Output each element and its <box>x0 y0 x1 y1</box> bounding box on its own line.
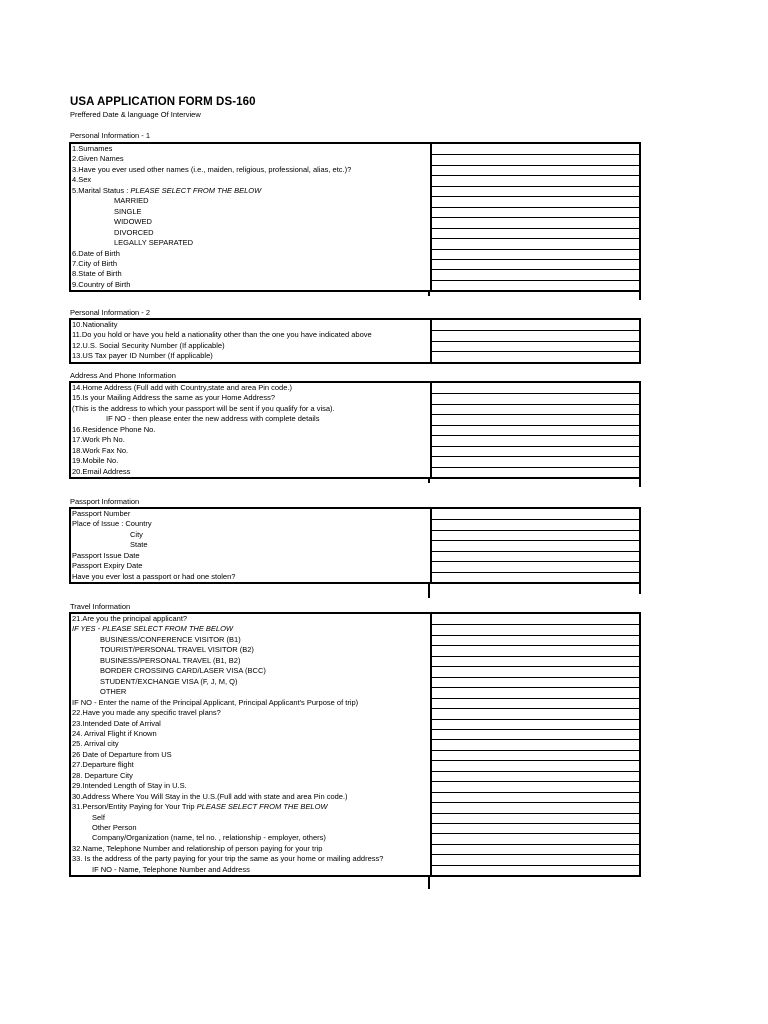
answer-row-line <box>432 238 639 239</box>
instruction-text: PLEASE SELECT FROM THE BELOW <box>196 802 328 812</box>
instruction-text: PLEASE SELECT FROM THE BELOW <box>130 185 262 195</box>
column-tick-left <box>428 584 430 598</box>
form-field-label <box>114 238 193 248</box>
label-text: TOURIST/PERSONAL TRAVEL VISITOR (B2) <box>100 645 254 655</box>
form-field-label <box>100 666 266 676</box>
form-field-label <box>130 530 143 540</box>
form-field-label <box>72 269 122 279</box>
section-box-address-and-phone-information <box>69 381 641 479</box>
form-field-label <box>72 175 91 185</box>
answer-row-line <box>432 186 639 187</box>
form-field-label <box>72 760 134 770</box>
form-field-label <box>100 677 238 687</box>
label-text: 6.Date of Birth <box>72 248 120 258</box>
section-box-passport-information <box>69 507 641 584</box>
answer-row-line <box>432 165 639 166</box>
answer-row-line <box>432 813 639 814</box>
label-text: IF NO - Name, Telephone Number and Address <box>92 864 250 874</box>
label-text: 8.State of Birth <box>72 269 122 279</box>
answer-row-line <box>432 154 639 155</box>
form-field-label <box>72 383 292 393</box>
answer-row-line <box>432 645 639 646</box>
answer-column[interactable] <box>432 320 639 362</box>
label-text: 32.Name, Telephone Number and relationship of person paying for your trip <box>72 843 323 853</box>
label-text: 17.Work Ph No. <box>72 435 125 445</box>
label-text: Passport Issue Date <box>72 550 140 560</box>
label-text: Other Person <box>92 823 137 832</box>
label-text: 20.Email Address <box>72 466 131 476</box>
answer-row-line <box>432 833 639 834</box>
label-text: 16.Residence Phone No. <box>72 424 156 434</box>
form-field-label <box>72 144 112 154</box>
answer-row-line <box>432 677 639 678</box>
answer-row-line <box>432 635 639 636</box>
form-field-label <box>72 519 152 529</box>
answer-row-line <box>432 561 639 562</box>
answer-row-line <box>432 393 639 394</box>
label-text: WIDOWED <box>114 217 152 227</box>
form-field-label <box>72 844 322 854</box>
label-text: 2.Given Names <box>72 154 124 164</box>
answer-row-line <box>432 802 639 803</box>
form-field-label <box>72 739 119 749</box>
label-text: SINGLE <box>114 206 142 216</box>
section-heading-personal-information-2: Personal Information - 2 <box>70 308 151 317</box>
answer-row-line <box>432 280 639 281</box>
section-heading-personal-information-1: Personal Information - 1 <box>70 131 151 140</box>
answer-row-line <box>432 446 639 447</box>
form-field-label <box>72 509 130 519</box>
answer-row-line <box>432 572 639 573</box>
form-field-label <box>72 154 124 164</box>
form-field-label <box>92 813 105 823</box>
form-field-label <box>72 165 351 175</box>
form-field-label <box>72 249 120 259</box>
label-text: Company/Organization (name, tel no. , relationship - employer, others) <box>92 833 326 843</box>
form-field-label <box>72 341 225 351</box>
label-text: Passport Number <box>72 509 131 518</box>
answer-row-line <box>432 269 639 270</box>
form-field-label <box>72 792 348 802</box>
column-tick-right <box>639 479 641 487</box>
answer-row-line <box>432 781 639 782</box>
label-text: MARRIED <box>114 196 149 206</box>
answer-row-line <box>432 341 639 342</box>
form-field-label <box>72 456 118 466</box>
form-field-label <box>72 330 372 340</box>
answer-row-line <box>432 551 639 552</box>
label-text: 21.Are you the principal applicant? <box>72 614 188 623</box>
label-text: 15.Is your Mailing Address the same as your Home Address? <box>72 393 276 403</box>
label-text: 11.Do you hold or have you held a nationality other than the one you have indicated above <box>72 330 372 340</box>
form-field-label <box>72 351 213 361</box>
label-text: BUSINESS/PERSONAL TRAVEL (B1, B2) <box>100 655 241 665</box>
answer-row-line <box>432 351 639 352</box>
answer-row-line <box>432 217 639 218</box>
label-text: 7.City of Birth <box>72 258 118 268</box>
answer-column[interactable] <box>432 509 639 582</box>
label-text: 14.Home Address (Full add with Country,state and area Pin code.) <box>72 383 292 392</box>
section-heading-travel-information: Travel Information <box>70 602 131 611</box>
answer-column[interactable] <box>432 144 639 290</box>
answer-row-line <box>432 425 639 426</box>
form-field-label <box>72 467 130 477</box>
answer-row-line <box>432 760 639 761</box>
label-text: 26 Date of Departure from US <box>72 749 172 759</box>
label-text: 22.Have you made any specific travel plans? <box>72 708 221 718</box>
answer-row-line <box>432 404 639 405</box>
label-text: 29.Intended Length of Stay in U.S. <box>72 781 187 791</box>
form-field-label <box>72 446 128 456</box>
answer-row-line <box>432 854 639 855</box>
label-text: 18.Work Fax No. <box>72 445 129 455</box>
answer-row-line <box>432 414 639 415</box>
label-text: State <box>130 540 148 550</box>
answer-row-line <box>432 698 639 699</box>
answer-row-line <box>432 519 639 520</box>
form-field-label <box>72 320 117 330</box>
label-text: 23.Intended Date of Arrival <box>72 718 161 728</box>
label-text: 33. Is the address of the party paying for your trip the same as your home or mailing address? <box>72 854 384 864</box>
label-text: Passport Expiry Date <box>72 561 143 571</box>
label-text: BORDER CROSSING CARD/LASER VISA (BCC) <box>100 666 266 676</box>
column-tick-right <box>639 292 641 300</box>
label-text: 31.Person/Entity Paying for Your Trip <box>72 802 197 812</box>
form-field-label <box>114 207 142 217</box>
form-field-label <box>72 393 275 403</box>
answer-row-line <box>432 330 639 331</box>
label-text: STUDENT/EXCHANGE VISA (F, J, M, Q) <box>100 676 238 686</box>
answer-column[interactable] <box>432 383 639 477</box>
label-text: Have you ever lost a passport or had one stolen? <box>72 571 236 581</box>
answer-row-line <box>432 456 639 457</box>
label-text: 24. Arrival Flight if Known <box>72 728 157 738</box>
answer-column[interactable] <box>432 614 639 875</box>
label-text: 5.Marital Status : <box>72 185 131 195</box>
section-heading-passport-information: Passport Information <box>70 497 140 506</box>
answer-row-line <box>432 175 639 176</box>
form-field-label <box>72 425 155 435</box>
form-field-label <box>72 404 335 414</box>
form-field-label <box>130 540 148 550</box>
form-field-label <box>114 228 154 238</box>
label-text: IF NO - then please enter the new address with complete details <box>106 414 320 424</box>
form-field-label <box>92 833 326 843</box>
answer-row-line <box>432 530 639 531</box>
label-text: 13.US Tax payer ID Number (If applicable) <box>72 351 213 361</box>
answer-row-line <box>432 196 639 197</box>
form-field-label <box>92 823 137 833</box>
label-text: 4.Sex <box>72 175 92 185</box>
form-field-label <box>100 687 126 697</box>
label-text: 25. Arrival city <box>72 739 119 749</box>
form-field-label <box>72 698 358 708</box>
answer-row-line <box>432 750 639 751</box>
label-text: 28. Departure City <box>72 770 133 780</box>
form-field-label <box>114 217 152 227</box>
label-text: OTHER <box>100 687 127 697</box>
form-field-label <box>114 196 149 206</box>
answer-row-line <box>432 249 639 250</box>
form-field-label <box>72 551 140 561</box>
label-text: DIVORCED <box>114 227 154 237</box>
column-tick-left <box>428 877 430 889</box>
label-text: BUSINESS/CONFERENCE VISITOR (B1) <box>100 634 241 644</box>
form-field-label <box>72 719 161 729</box>
answer-row-line <box>432 708 639 709</box>
form-field-label <box>106 414 319 424</box>
form-field-label <box>72 186 261 196</box>
form-subtitle: Preffered Date & language Of Interview <box>70 110 201 119</box>
form-field-label <box>72 614 187 624</box>
section-box-personal-information-2 <box>69 318 641 364</box>
answer-row-line <box>432 823 639 824</box>
answer-row-line <box>432 624 639 625</box>
label-text: 10.Nationality <box>72 320 118 329</box>
form-field-label <box>72 802 328 812</box>
answer-row-line <box>432 729 639 730</box>
form-field-label <box>100 635 241 645</box>
form-field-label <box>72 572 235 582</box>
answer-row-line <box>432 435 639 436</box>
section-box-travel-information <box>69 612 641 877</box>
answer-row-line <box>432 792 639 793</box>
form-field-label <box>72 280 130 290</box>
column-tick-right <box>639 584 641 594</box>
section-heading-address-and-phone-information: Address And Phone Information <box>70 371 176 380</box>
form-field-label <box>72 624 233 634</box>
answer-row-line <box>432 865 639 866</box>
answer-row-line <box>432 656 639 657</box>
label-text: (This is the address to which your passport will be sent if you qualify for a visa). <box>72 403 335 413</box>
form-field-label <box>72 781 187 791</box>
form-field-label <box>100 645 254 655</box>
label-text: 27.Departure flight <box>72 760 134 770</box>
answer-row-line <box>432 540 639 541</box>
form-field-label <box>92 865 250 875</box>
label-text: LEGALLY SEPARATED <box>114 238 194 248</box>
form-title: USA APPLICATION FORM DS-160 <box>70 96 256 108</box>
answer-row-line <box>432 844 639 845</box>
label-text: Place of Issue : Country <box>72 519 152 529</box>
label-text: 9.Country of Birth <box>72 279 131 289</box>
section-box-personal-information-1 <box>69 142 641 292</box>
label-text: City <box>130 529 143 539</box>
form-field-label <box>72 750 172 760</box>
answer-row-line <box>432 687 639 688</box>
form-field-label <box>72 561 142 571</box>
label-text: 3.Have you ever used other names (i.e., maiden, religious, professional, alias, etc.)? <box>72 164 352 174</box>
answer-row-line <box>432 259 639 260</box>
answer-row-line <box>432 719 639 720</box>
answer-row-line <box>432 739 639 740</box>
label-text: 1.Surnames <box>72 144 113 153</box>
answer-row-line <box>432 666 639 667</box>
label-text: IF NO - Enter the name of the Principal Applicant, Principal Applicant's Purpose of trip) <box>72 697 359 707</box>
form-field-label <box>72 729 157 739</box>
label-text: Self <box>92 812 105 822</box>
form-field-label <box>72 854 383 864</box>
answer-row-line <box>432 207 639 208</box>
form-field-label <box>72 435 125 445</box>
form-field-label <box>72 708 221 718</box>
column-tick-left <box>428 479 430 483</box>
answer-row-line <box>432 467 639 468</box>
label-text: 19.Mobile No. <box>72 456 119 466</box>
instruction-text: IF YES - PLEASE SELECT FROM THE BELOW <box>72 624 234 634</box>
answer-row-line <box>432 228 639 229</box>
form-field-label <box>72 771 133 781</box>
form-field-label <box>72 259 117 269</box>
label-text: 12.U.S. Social Security Number (If applicable) <box>72 340 225 350</box>
label-text: 30.Address Where You Will Stay in the U.S.(Full add with state and area Pin code.) <box>72 791 348 801</box>
column-tick-left <box>428 292 430 296</box>
form-field-label <box>100 656 240 666</box>
answer-row-line <box>432 771 639 772</box>
